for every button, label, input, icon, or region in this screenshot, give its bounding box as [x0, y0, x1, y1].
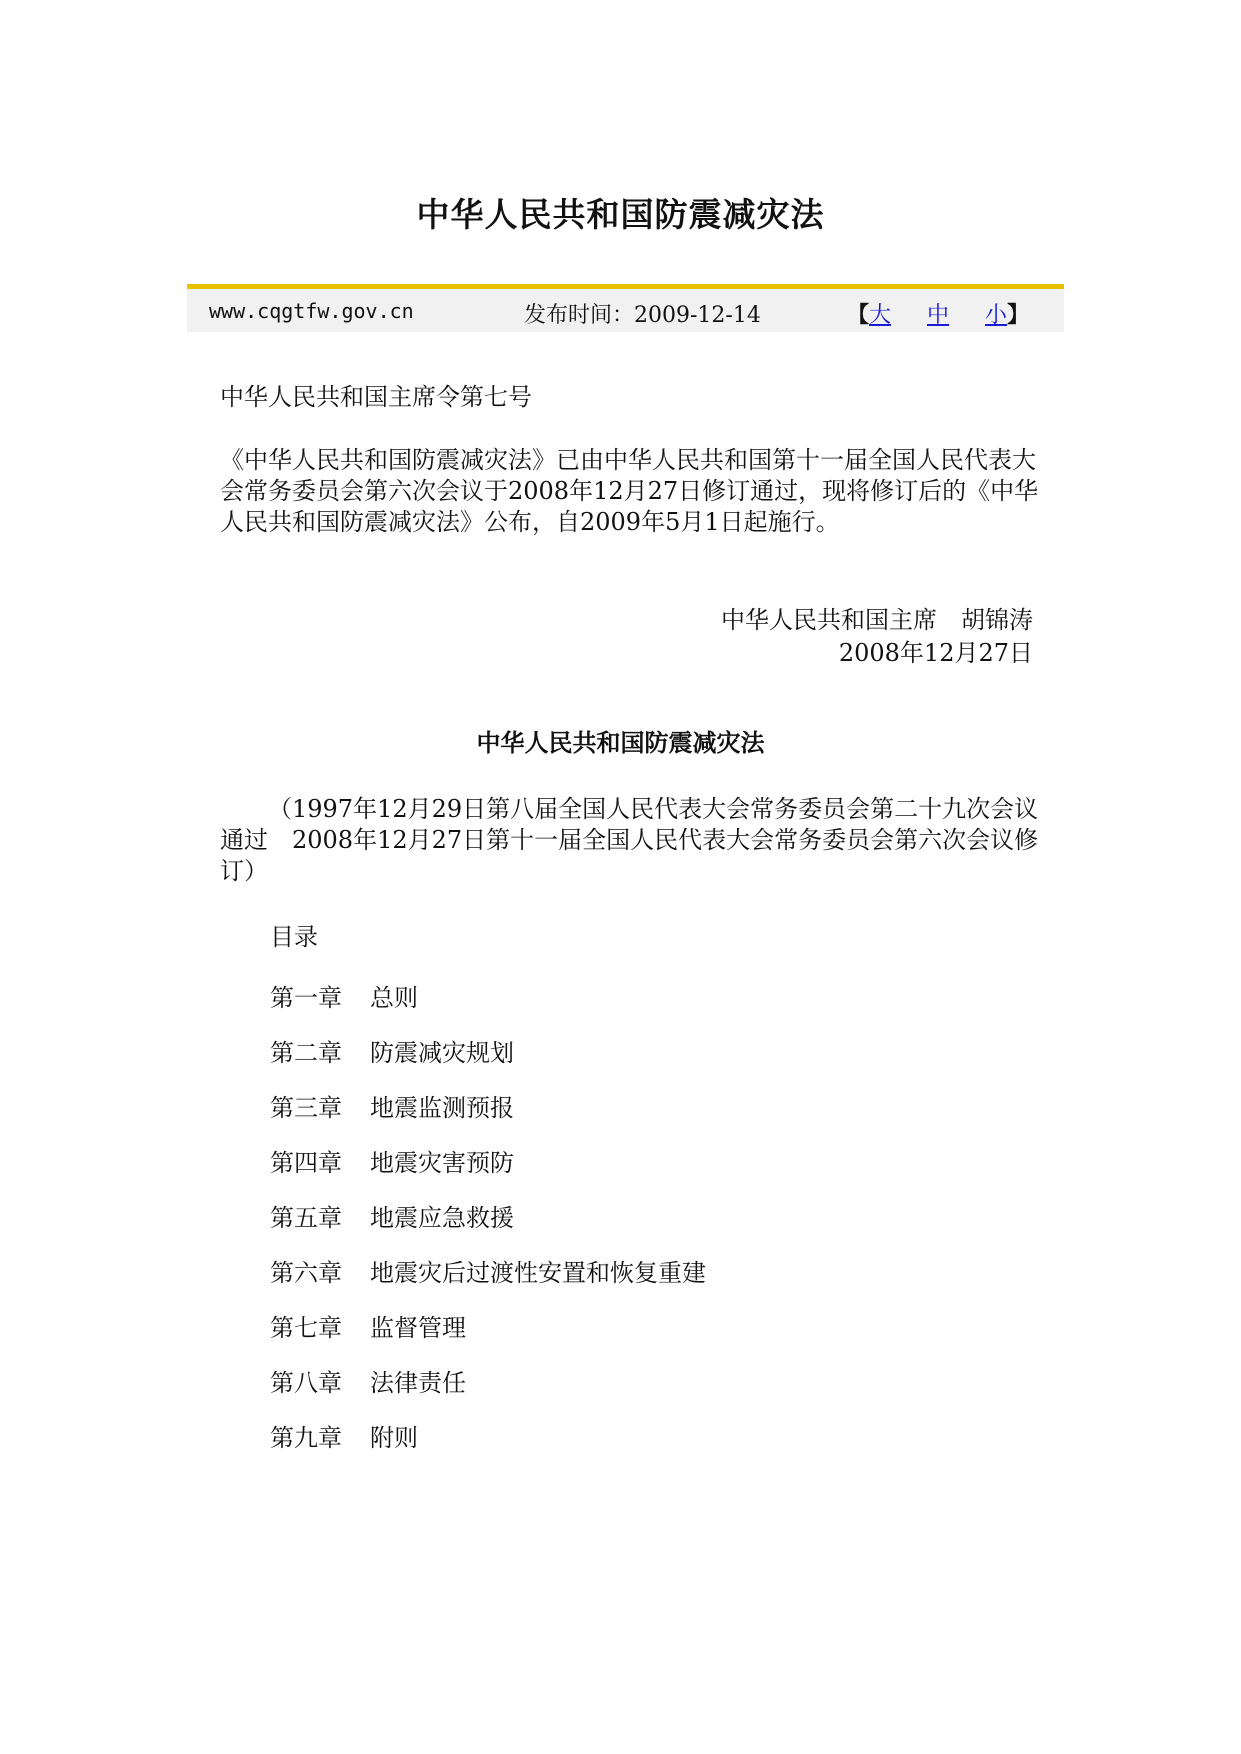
toc-chapter-number: 第二章: [270, 1039, 342, 1067]
toc-chapter-title: 法律责任: [370, 1369, 466, 1397]
info-bar: [187, 284, 1064, 332]
toc-item: [270, 1148, 514, 1179]
law-title: 中华人民共和国防震减灾法: [476, 728, 765, 757]
toc-item: [270, 1368, 466, 1399]
page-title: 中华人民共和国防震减灾法: [416, 195, 825, 234]
toc-item: [270, 1038, 514, 1069]
toc-chapter-title: 地震应急救援: [370, 1204, 514, 1232]
toc-item: [270, 983, 418, 1014]
toc-chapter-number: 第四章: [270, 1149, 342, 1177]
toc-chapter-number: 第三章: [270, 1094, 342, 1122]
toc-chapter-number: 第七章: [270, 1314, 342, 1342]
signer: 中华人民共和国主席 胡锦涛: [721, 606, 1033, 634]
toc-chapter-title: 地震监测预报: [370, 1094, 514, 1122]
toc-chapter-title: 监督管理: [370, 1314, 466, 1342]
toc-item: [270, 1093, 514, 1124]
toc-item: [270, 1313, 466, 1344]
toc-item: [270, 1423, 418, 1454]
toc-chapter-title: 地震灾后过渡性安置和恢复重建: [370, 1259, 706, 1287]
font-size-small-link[interactable]: 小: [985, 303, 1008, 328]
toc-chapter-title: 防震减灾规划: [370, 1039, 514, 1067]
toc-chapter-number: 第九章: [270, 1424, 342, 1452]
font-size-large-link[interactable]: 大: [869, 303, 892, 328]
presidential-order-number: 中华人民共和国主席令第七号: [220, 383, 532, 411]
toc-chapter-title: 地震灾害预防: [370, 1149, 514, 1177]
font-size-control: [847, 298, 1029, 329]
site-url: www.cqgtfw.gov.cn: [209, 299, 414, 323]
toc-chapter-number: 第一章: [270, 984, 342, 1012]
font-size-medium-link[interactable]: 中: [927, 303, 950, 328]
toc-item: [270, 1258, 706, 1289]
toc-chapter-number: 第五章: [270, 1204, 342, 1232]
toc-heading: 目录: [270, 923, 318, 951]
toc-item: [270, 1203, 514, 1234]
bracket-close: 】: [1007, 302, 1030, 328]
announcement-paragraph: 《中华人民共和国防震减灾法》已由中华人民共和国第十一届全国人民代表大会常务委员会第六次会议于2008年12月27日修订通过，现将修订后的《中华人民共和国防震减灾法》公布，自2009年5月1日起施行。: [220, 446, 1039, 536]
sign-date: 2008年12月27日: [838, 639, 1033, 667]
adoption-note: （1997年12月29日第八届全国人民代表大会常务委员会第二十九次会议通过 2008年12月27日第十一届全国人民代表大会常务委员会第六次会议修订）: [220, 795, 1039, 885]
bracket-open: 【: [847, 302, 870, 328]
publish-date: 发布时间：2009-12-14: [524, 303, 761, 328]
toc-chapter-number: 第八章: [270, 1369, 342, 1397]
toc-chapter-number: 第六章: [270, 1259, 342, 1287]
toc-chapter-title: 附则: [370, 1424, 418, 1452]
toc-chapter-title: 总则: [370, 984, 418, 1012]
